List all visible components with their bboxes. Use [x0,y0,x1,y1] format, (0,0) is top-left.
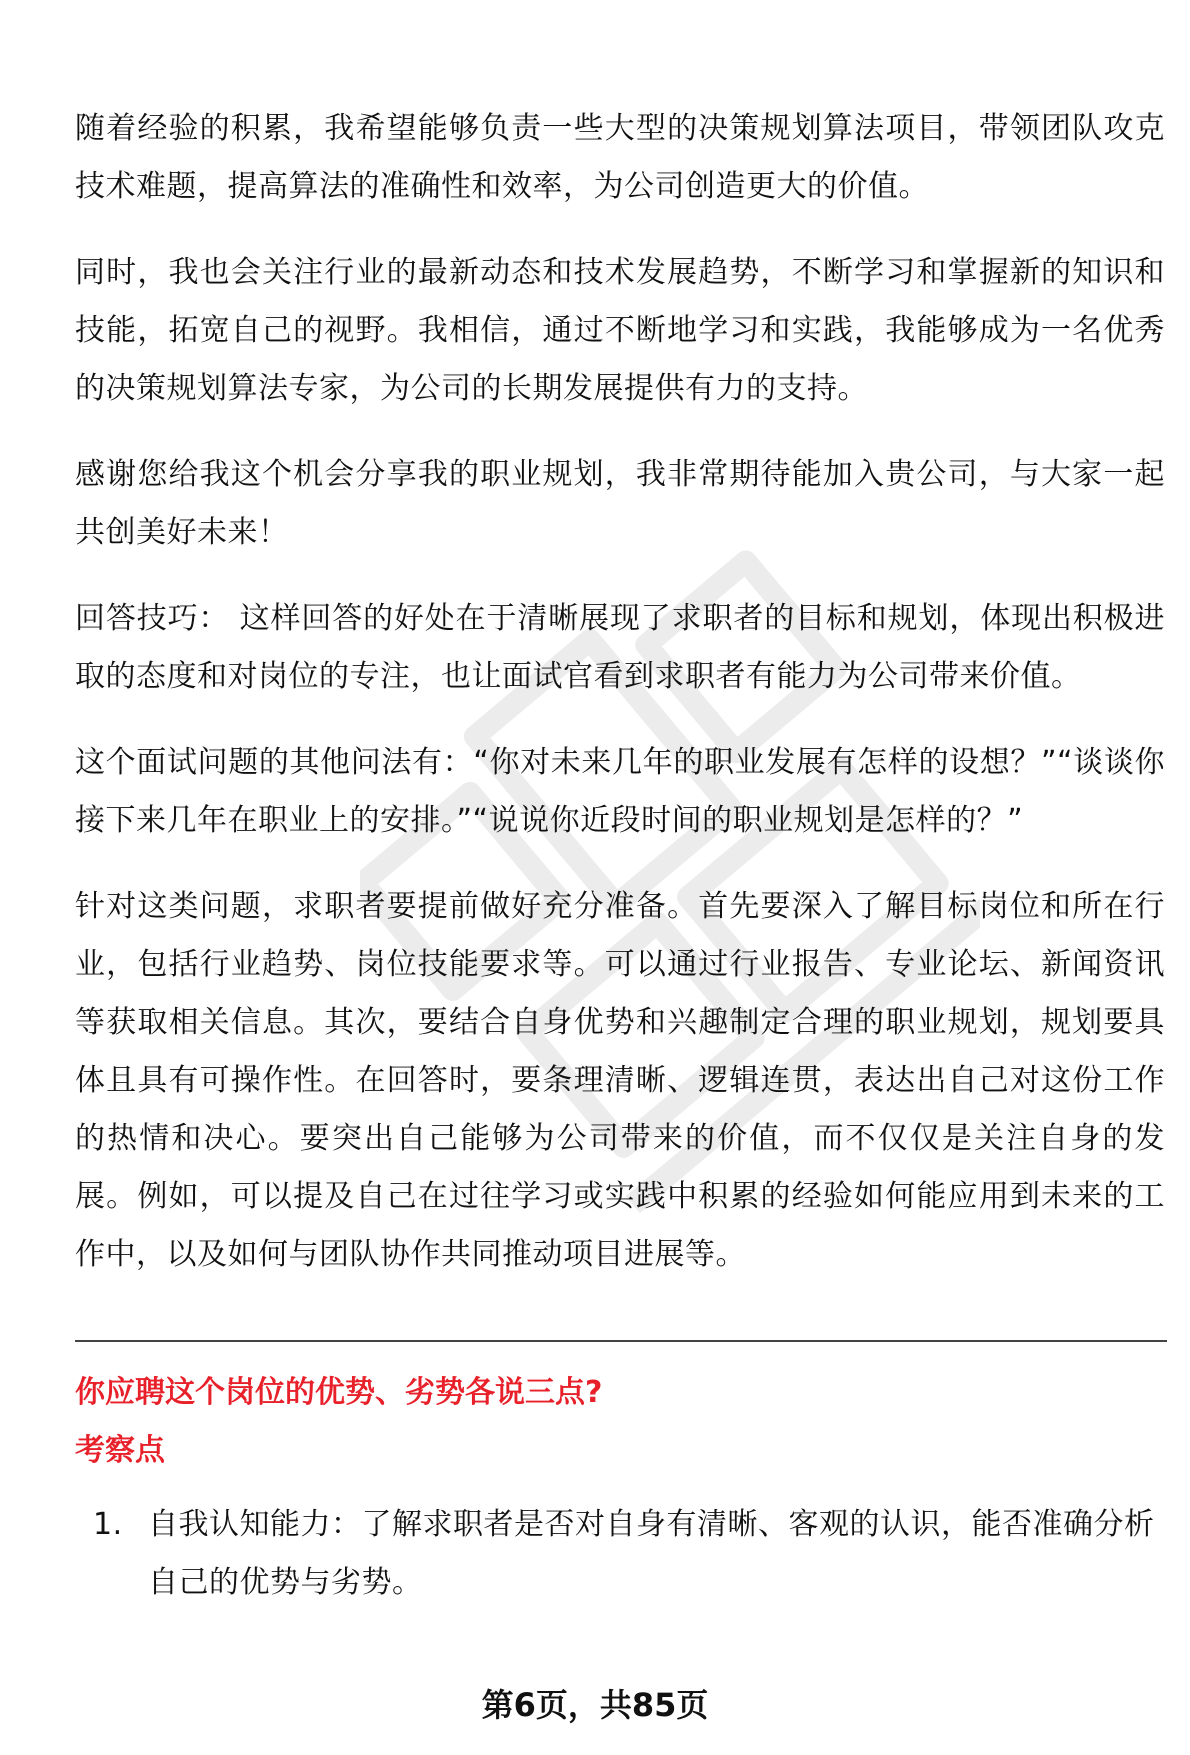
section-label-focus: 考察点 [75,1433,165,1468]
paragraph-preparation-advice: 针对这类问题，求职者要提前做好充分准备。首先要深入了解目标岗位和所在行业，包括行业趋势、岗位技能要求等。可以通过行业报告、专业论坛、新闻资讯等获取相关信息。其次，要结合自身优势和兴趣制定合理的职业规划，规划要具体且具有可操作性。在回答时，要条理清晰、逻辑连贯，表达出自己对这份工作的热情和决心。要突出自己能够为公司带来的价值，而不仅仅是关注自身的发展。例如，可以提及自己在过往学习或实践中积累的经验如何能应用到未来的工作中，以及如何与团队协作共同推动项目进展等。 [75,889,1165,1272]
paragraph-alternative-questions: 这个面试问题的其他问法有：“你对未来几年的职业发展有怎样的设想？”“谈谈你接下来几年在职业上的安排。”“说说你近段时间的职业规划是怎样的？” [75,745,1165,838]
paragraph-industry-trends: 同时，我也会关注行业的最新动态和技术发展趋势，不断学习和掌握新的知识和技能，拓宽自己的视野。我相信，通过不断地学习和实践，我能够成为一名优秀的决策规划算法专家，为公司的长期发展提供有力的支持。 [75,255,1165,406]
list-item-number: 1. [93,1507,123,1542]
paragraph-career-goal: 随着经验的积累，我希望能够负责一些大型的决策规划算法项目，带领团队攻克技术难题，提高算法的准确性和效率，为公司创造更大的价值。 [75,111,1165,204]
list-item [75,1496,1165,1612]
paragraph-answer-tips: 回答技巧： 这样回答的好处在于清晰展现了求职者的目标和规划，体现出积极进取的态度和对岗位的专注，也让面试官看到求职者有能力为公司带来价值。 [75,601,1165,694]
paragraph-thanks: 感谢您给我这个机会分享我的职业规划，我非常期待能加入贵公司，与大家一起共创美好未来！ [75,457,1165,550]
list-item-text: 自我认知能力：了解求职者是否对自身有清晰、客观的认识，能否准确分析自己的优势与劣势。 [148,1507,1155,1600]
section-divider [75,1340,1167,1342]
question-title: 你应聘这个岗位的优势、劣势各说三点? [75,1375,603,1410]
document-body [75,100,1165,1612]
page-number-footer: 第6页，共85页 [481,1686,709,1724]
